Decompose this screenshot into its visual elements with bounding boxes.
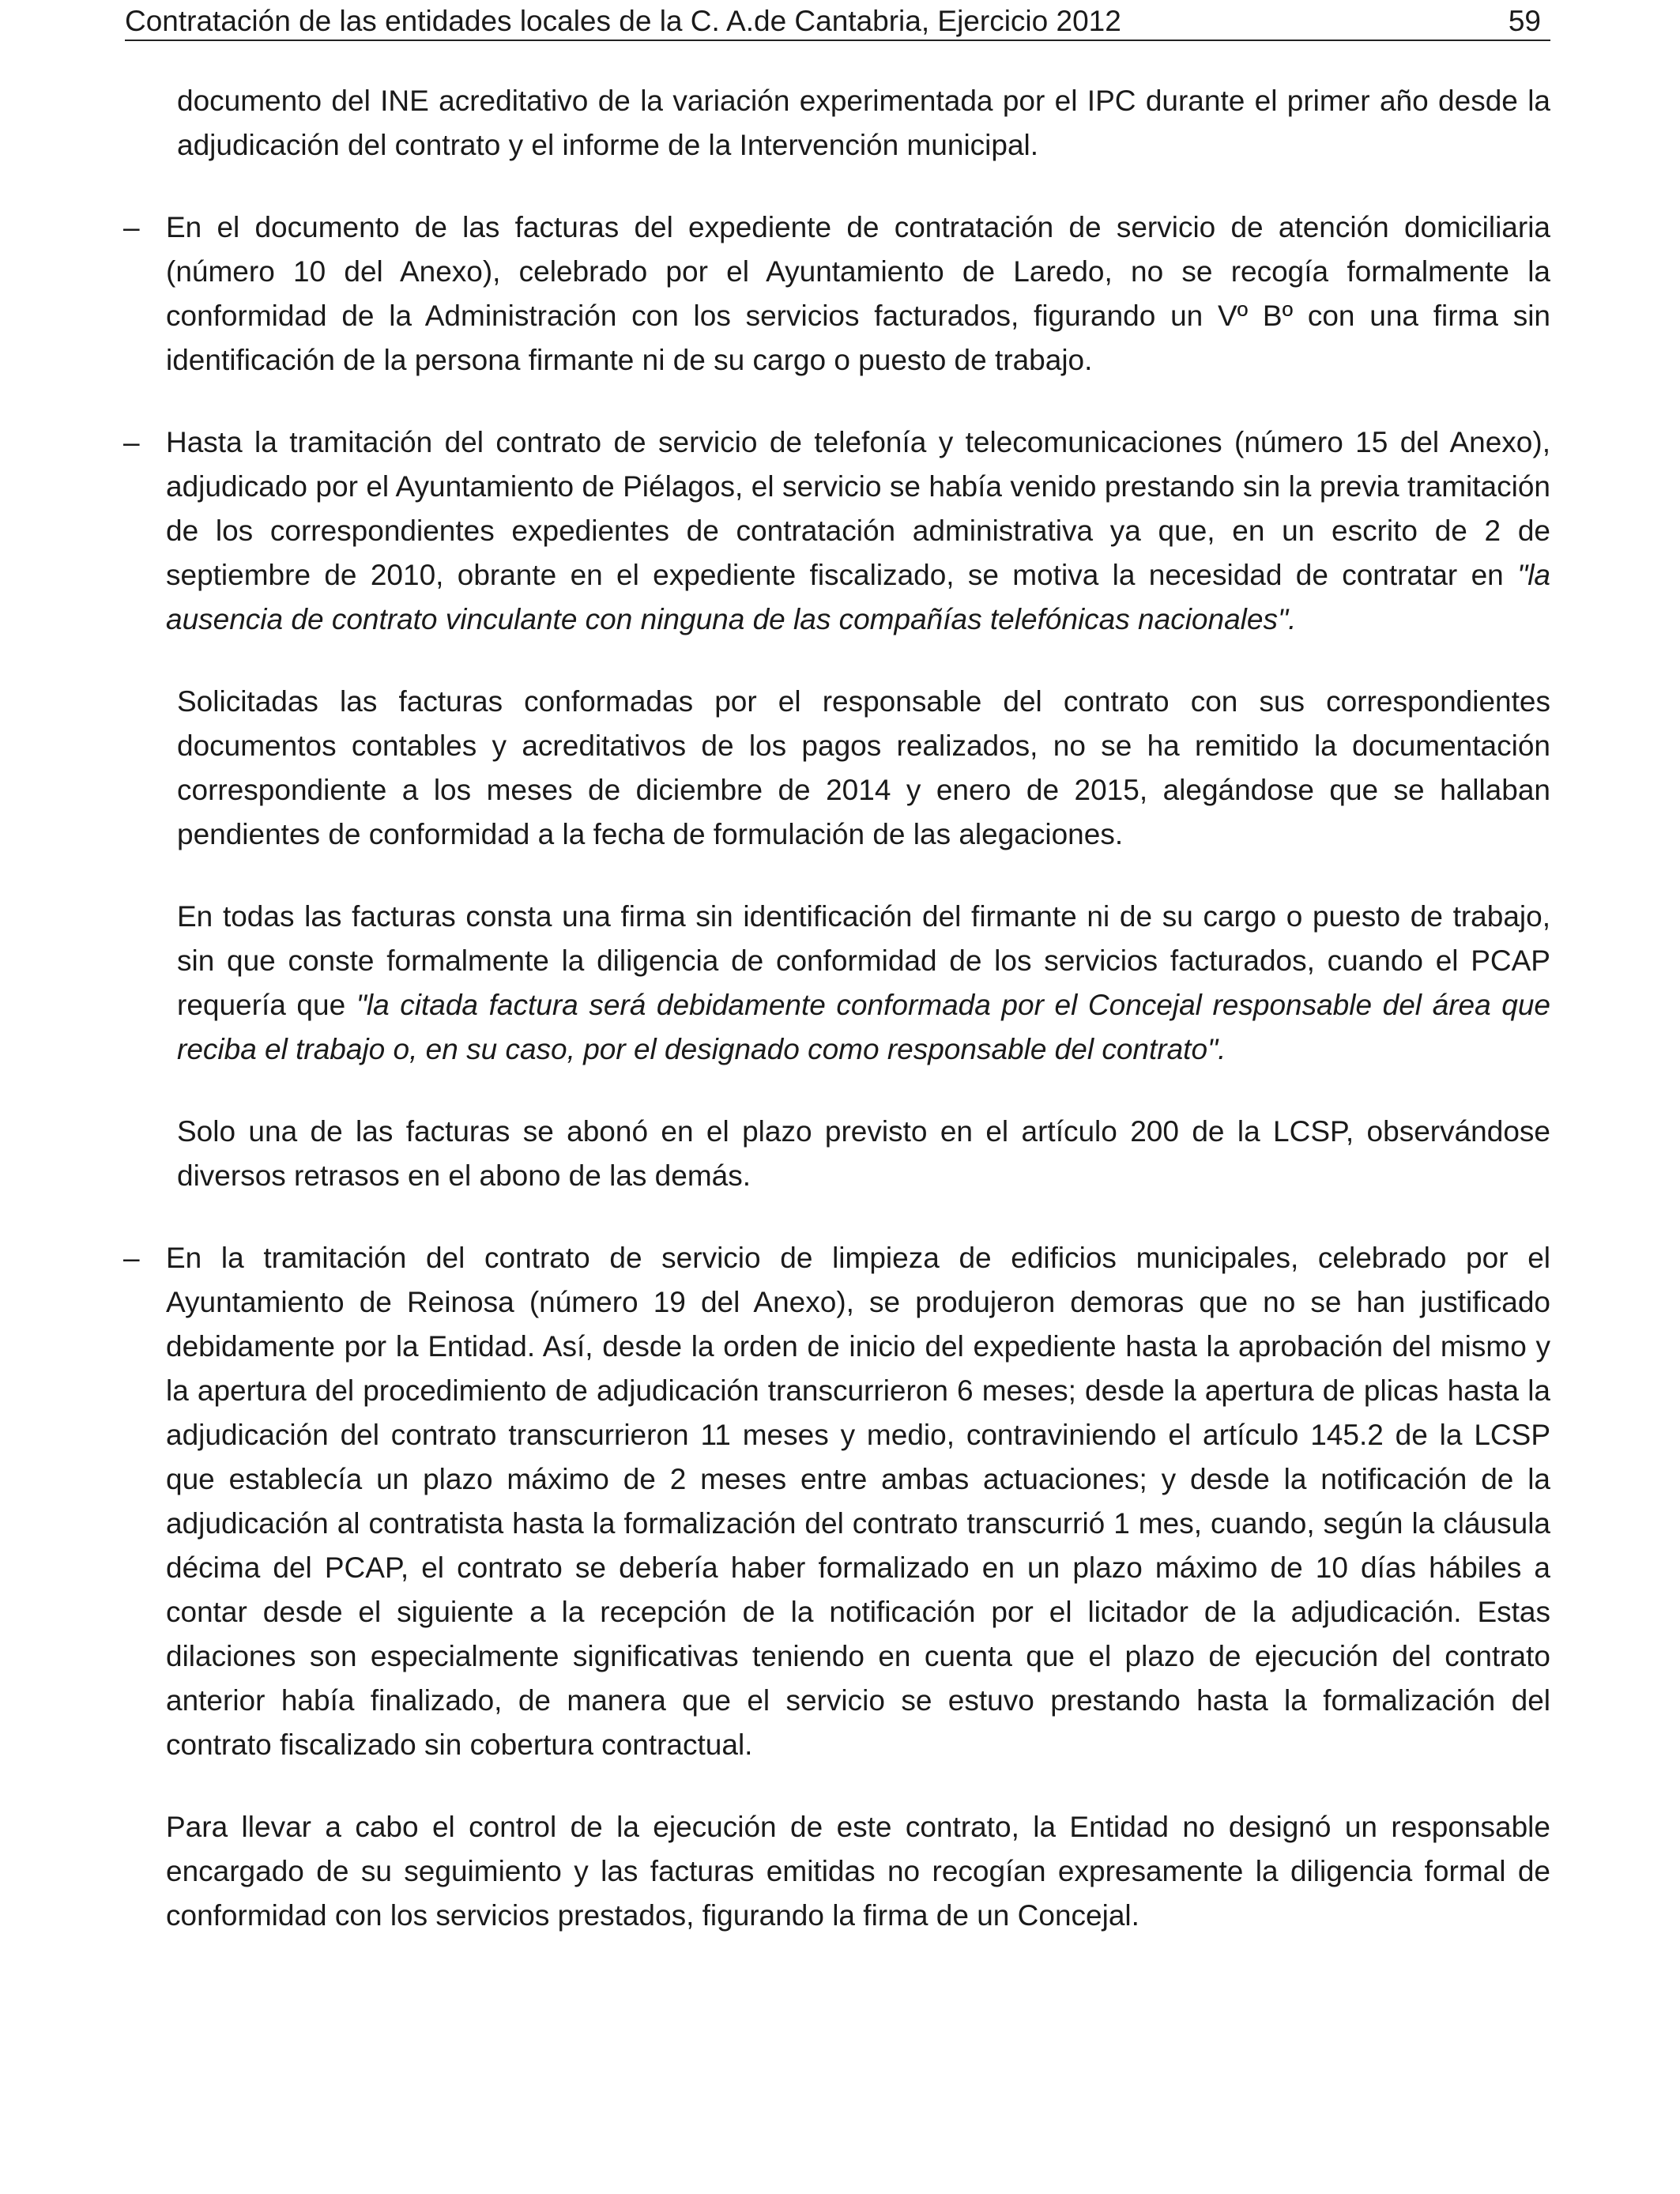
page-header (125, 3, 1550, 41)
header-title: Contratación de las entidades locales de la C. A.de Cantabria, Ejercicio 2012 (125, 5, 1121, 37)
paragraph-text: En todas las facturas consta una firma sin identificación del firmante ni de su cargo o puesto de trabajo, sin que conste formalmente la diligencia de conformidad de los servicios facturados, cuando el PCAP requería que (177, 900, 1550, 1021)
paragraph-continuation: documento del INE acreditativo de la variación experimentada por el IPC durante el primer año desde la adjudicación del contrato y el informe de la Intervención municipal. (177, 85, 1550, 161)
document-body (0, 79, 1680, 1938)
paragraph-quote: "la citada factura será debidamente conformada por el Concejal responsable del área que reciba el trabajo o, en su caso, por el designado como responsable del contrato". (177, 989, 1551, 1065)
bullet-item-laredo (123, 205, 1550, 383)
bullet-quote: "la ausencia de contrato vinculante con ninguna de las compañías telefónicas nacionales". (166, 559, 1550, 635)
paragraph-abono-plazo: Solo una de las facturas se abonó en el plazo previsto en el artículo 200 de la LCSP, observándose diversos retrasos en el abono de las demás. (177, 1115, 1550, 1192)
bullet-item-reinosa (123, 1236, 1550, 1767)
bullet-item-pielagos (123, 420, 1550, 642)
page-number: 59 (1508, 5, 1541, 37)
bullet-dash: – (123, 211, 140, 243)
bullet-text: En la tramitación del contrato de servicio de limpieza de edificios municipales, celebrado por el Ayuntamiento de Reinosa (número 19 del Anexo), se produjeron demoras que no se han justificado debidamente por la Entidad. Así, desde la orden de inicio del expediente hasta la aprobación del mismo y la apertura del procedimiento de adjudicación transcurrieron 6 meses; desde la apertura de plicas hasta la adjudicación del contrato transcurrieron 11 meses y medio, contraviniendo el artículo 145.2 de la LCSP que establecía un plazo máximo de 2 meses entre ambas actuaciones; y desde la notificación de la adjudicación al contratista hasta la formalización del contrato transcurrió 1 mes, cuando, según la cláusula décima del PCAP, el contrato se debería haber formalizado en un plazo máximo de 10 días hábiles a contar desde el siguiente a la recepción de la notificación por el licitador de la adjudicación. Estas dilaciones son especialmente significativas teniendo en cuenta que el plazo de ejecución del contrato anterior había finalizado, de manera que el servicio se estuvo prestando hasta la formalización del contrato fiscalizado sin cobertura contractual. (166, 1242, 1550, 1761)
paragraph-control-ejecucion: Para llevar a cabo el control de la ejecución de este contrato, la Entidad no designó un responsable encargado de su seguimiento y las facturas emitidas no recogían expresamente la diligencia formal de conformidad con los servicios prestados, figurando la firma de un Concejal. (166, 1811, 1550, 1932)
bullet-dash: – (123, 426, 140, 458)
bullet-text: Hasta la tramitación del contrato de servicio de telefonía y telecomunicaciones (número 15 del Anexo), adjudicado por el Ayuntamiento de Piélagos, el servicio se había venido prestando sin la previa tramitación de los correspondientes expedientes de contratación administrativa ya que, en un escrito de 2 de septiembre de 2010, obrante en el expediente fiscalizado, se motiva la necesidad de contratar en (166, 426, 1550, 591)
bullet-dash: – (123, 1242, 140, 1274)
paragraph-facturas-solicitadas: Solicitadas las facturas conformadas por el responsable del contrato con sus correspondientes documentos contables y acreditativos de los pagos realizados, no se ha remitido la documentación correspondiente a los meses de diciembre de 2014 y enero de 2015, alegándose que se hallaban pendientes de conformidad a la fecha de formulación de las alegaciones. (177, 685, 1550, 850)
bullet-text: En el documento de las facturas del expediente de contratación de servicio de atención domiciliaria (número 10 del Anexo), celebrado por el Ayuntamiento de Laredo, no se recogía formalmente la conformidad de la Administración con los servicios facturados, figurando un Vº Bº con una firma sin identificación de la persona firmante ni de su cargo o puesto de trabajo. (166, 211, 1550, 376)
paragraph-firma-facturas (177, 895, 1550, 1072)
